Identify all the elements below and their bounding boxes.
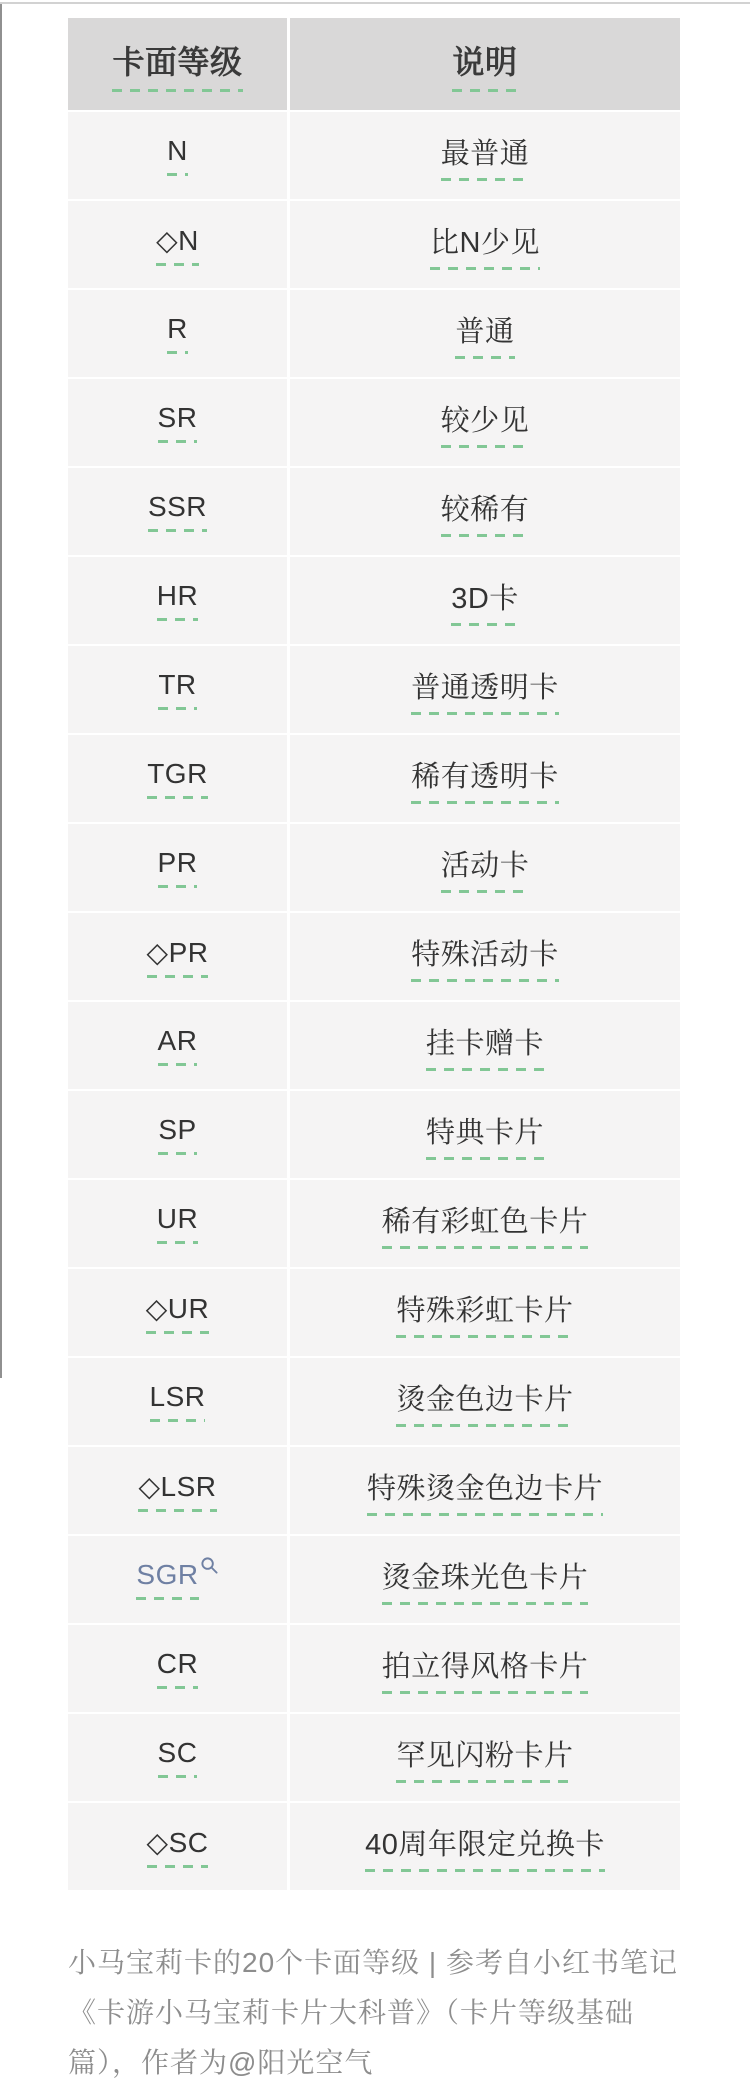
grade-cell <box>68 1625 287 1712</box>
desc-cell <box>290 913 680 1000</box>
desc-cell <box>290 468 680 555</box>
left-border-line <box>0 4 2 1378</box>
grade-label-ssr: SSR <box>148 491 207 532</box>
grade-cell <box>68 201 287 288</box>
grade-label-sc: SC <box>158 1737 198 1778</box>
grade-cell <box>68 1803 287 1890</box>
desc-label: 烫金珠光色卡片 <box>382 1555 589 1605</box>
grade-label-hr: HR <box>157 580 198 621</box>
table-row <box>68 1536 680 1623</box>
grade-cell <box>68 735 287 822</box>
table-row <box>68 1269 680 1356</box>
table-row <box>68 824 680 911</box>
desc-cell <box>290 290 680 377</box>
desc-cell <box>290 735 680 822</box>
desc-label: 特殊彩虹卡片 <box>396 1288 573 1338</box>
grade-label-alt-pr: ◇PR <box>147 936 209 978</box>
grade-label-alt-lsr: ◇LSR <box>138 1470 216 1512</box>
desc-label: 拍立得风格卡片 <box>382 1644 589 1694</box>
desc-label: 特殊活动卡 <box>411 932 559 982</box>
desc-cell <box>290 112 680 199</box>
grade-label-cr: CR <box>157 1648 198 1689</box>
desc-cell <box>290 557 680 644</box>
grade-label-n: N <box>167 135 188 176</box>
grade-label-alt-n: ◇N <box>156 224 199 266</box>
grade-cell <box>68 1447 287 1534</box>
table-row <box>68 646 680 733</box>
grade-cell <box>68 557 287 644</box>
grade-label-tgr: TGR <box>147 758 208 799</box>
grade-cell <box>68 112 287 199</box>
desc-cell <box>290 1091 680 1178</box>
table-body <box>68 112 680 1890</box>
grade-cell <box>68 913 287 1000</box>
grade-cell <box>68 468 287 555</box>
caption-line-2: 《卡游小马宝莉卡片大科普》（卡片等级基础 <box>68 1997 635 2028</box>
desc-label: 特殊烫金色边卡片 <box>367 1466 603 1516</box>
desc-cell <box>290 1269 680 1356</box>
desc-cell <box>290 1625 680 1712</box>
desc-label: 特典卡片 <box>426 1110 544 1160</box>
grade-label-alt-ur: ◇UR <box>146 1292 209 1334</box>
grade-cell <box>68 646 287 733</box>
table-row <box>68 1180 680 1267</box>
header-grade-label: 卡面等级 <box>112 37 242 92</box>
table-row <box>68 1002 680 1089</box>
desc-cell <box>290 824 680 911</box>
search-icon <box>200 1556 219 1575</box>
table-row <box>68 1625 680 1712</box>
grade-cell <box>68 1358 287 1445</box>
desc-label: 普通透明卡 <box>411 665 559 715</box>
grade-cell <box>68 824 287 911</box>
grade-label-r: R <box>167 313 188 354</box>
table-row <box>68 735 680 822</box>
grade-label-pr: PR <box>158 847 198 888</box>
table-header-row <box>68 18 680 110</box>
desc-label: 稀有彩虹色卡片 <box>382 1199 589 1249</box>
table-row <box>68 201 680 288</box>
desc-cell <box>290 379 680 466</box>
sgr-link[interactable]: SGR <box>136 1559 198 1600</box>
desc-label: 40周年限定兑换卡 <box>365 1822 605 1872</box>
grade-label-lsr: LSR <box>150 1381 206 1422</box>
desc-cell <box>290 1803 680 1890</box>
grade-label-tr: TR <box>158 669 196 710</box>
caption-line-3: 篇），作者为@阳光空气 <box>68 2047 374 2078</box>
grade-label-alt-sc: ◇SC <box>147 1826 209 1868</box>
caption <box>68 1938 708 2088</box>
table-row <box>68 557 680 644</box>
grade-cell <box>68 1269 287 1356</box>
table-row <box>68 1447 680 1534</box>
header-cell-desc <box>290 18 680 110</box>
desc-label: 最普通 <box>441 131 530 181</box>
grade-cell <box>68 1002 287 1089</box>
table-row <box>68 1714 680 1801</box>
table-row <box>68 290 680 377</box>
grade-cell <box>68 1536 287 1623</box>
desc-label: 3D卡 <box>451 576 519 626</box>
desc-label: 比N少见 <box>430 220 540 270</box>
desc-cell <box>290 1358 680 1445</box>
table-row <box>68 913 680 1000</box>
grade-label-sr: SR <box>158 402 198 443</box>
grade-label-ar: AR <box>158 1025 198 1066</box>
desc-label: 较稀有 <box>441 487 530 537</box>
desc-label: 普通 <box>455 309 514 359</box>
grade-cell <box>68 290 287 377</box>
desc-cell <box>290 1447 680 1534</box>
desc-cell <box>290 1536 680 1623</box>
grade-cell <box>68 1091 287 1178</box>
table-row <box>68 468 680 555</box>
desc-cell <box>290 1002 680 1089</box>
desc-label: 罕见闪粉卡片 <box>396 1733 573 1783</box>
top-border-line <box>0 2 750 4</box>
desc-label: 较少见 <box>441 398 530 448</box>
desc-label: 稀有透明卡 <box>411 754 559 804</box>
desc-cell <box>290 1714 680 1801</box>
grade-label-ur: UR <box>157 1203 198 1244</box>
grade-cell <box>68 379 287 466</box>
grade-cell <box>68 1714 287 1801</box>
desc-cell <box>290 1180 680 1267</box>
table-row <box>68 112 680 199</box>
table-row <box>68 1803 680 1890</box>
grade-label-sp: SP <box>158 1114 196 1155</box>
table-row <box>68 1091 680 1178</box>
table-row <box>68 379 680 466</box>
desc-label: 活动卡 <box>441 843 530 893</box>
header-cell-grade <box>68 18 287 110</box>
desc-cell <box>290 201 680 288</box>
table-row <box>68 1358 680 1445</box>
grade-cell <box>68 1180 287 1267</box>
desc-label: 挂卡赠卡 <box>426 1021 544 1071</box>
card-grade-table <box>68 18 680 1890</box>
header-desc-label: 说明 <box>452 37 517 92</box>
desc-cell <box>290 646 680 733</box>
caption-line-1: 小马宝莉卡的20个卡面等级 | 参考自小红书笔记 <box>68 1947 678 1978</box>
desc-label: 烫金色边卡片 <box>396 1377 573 1427</box>
